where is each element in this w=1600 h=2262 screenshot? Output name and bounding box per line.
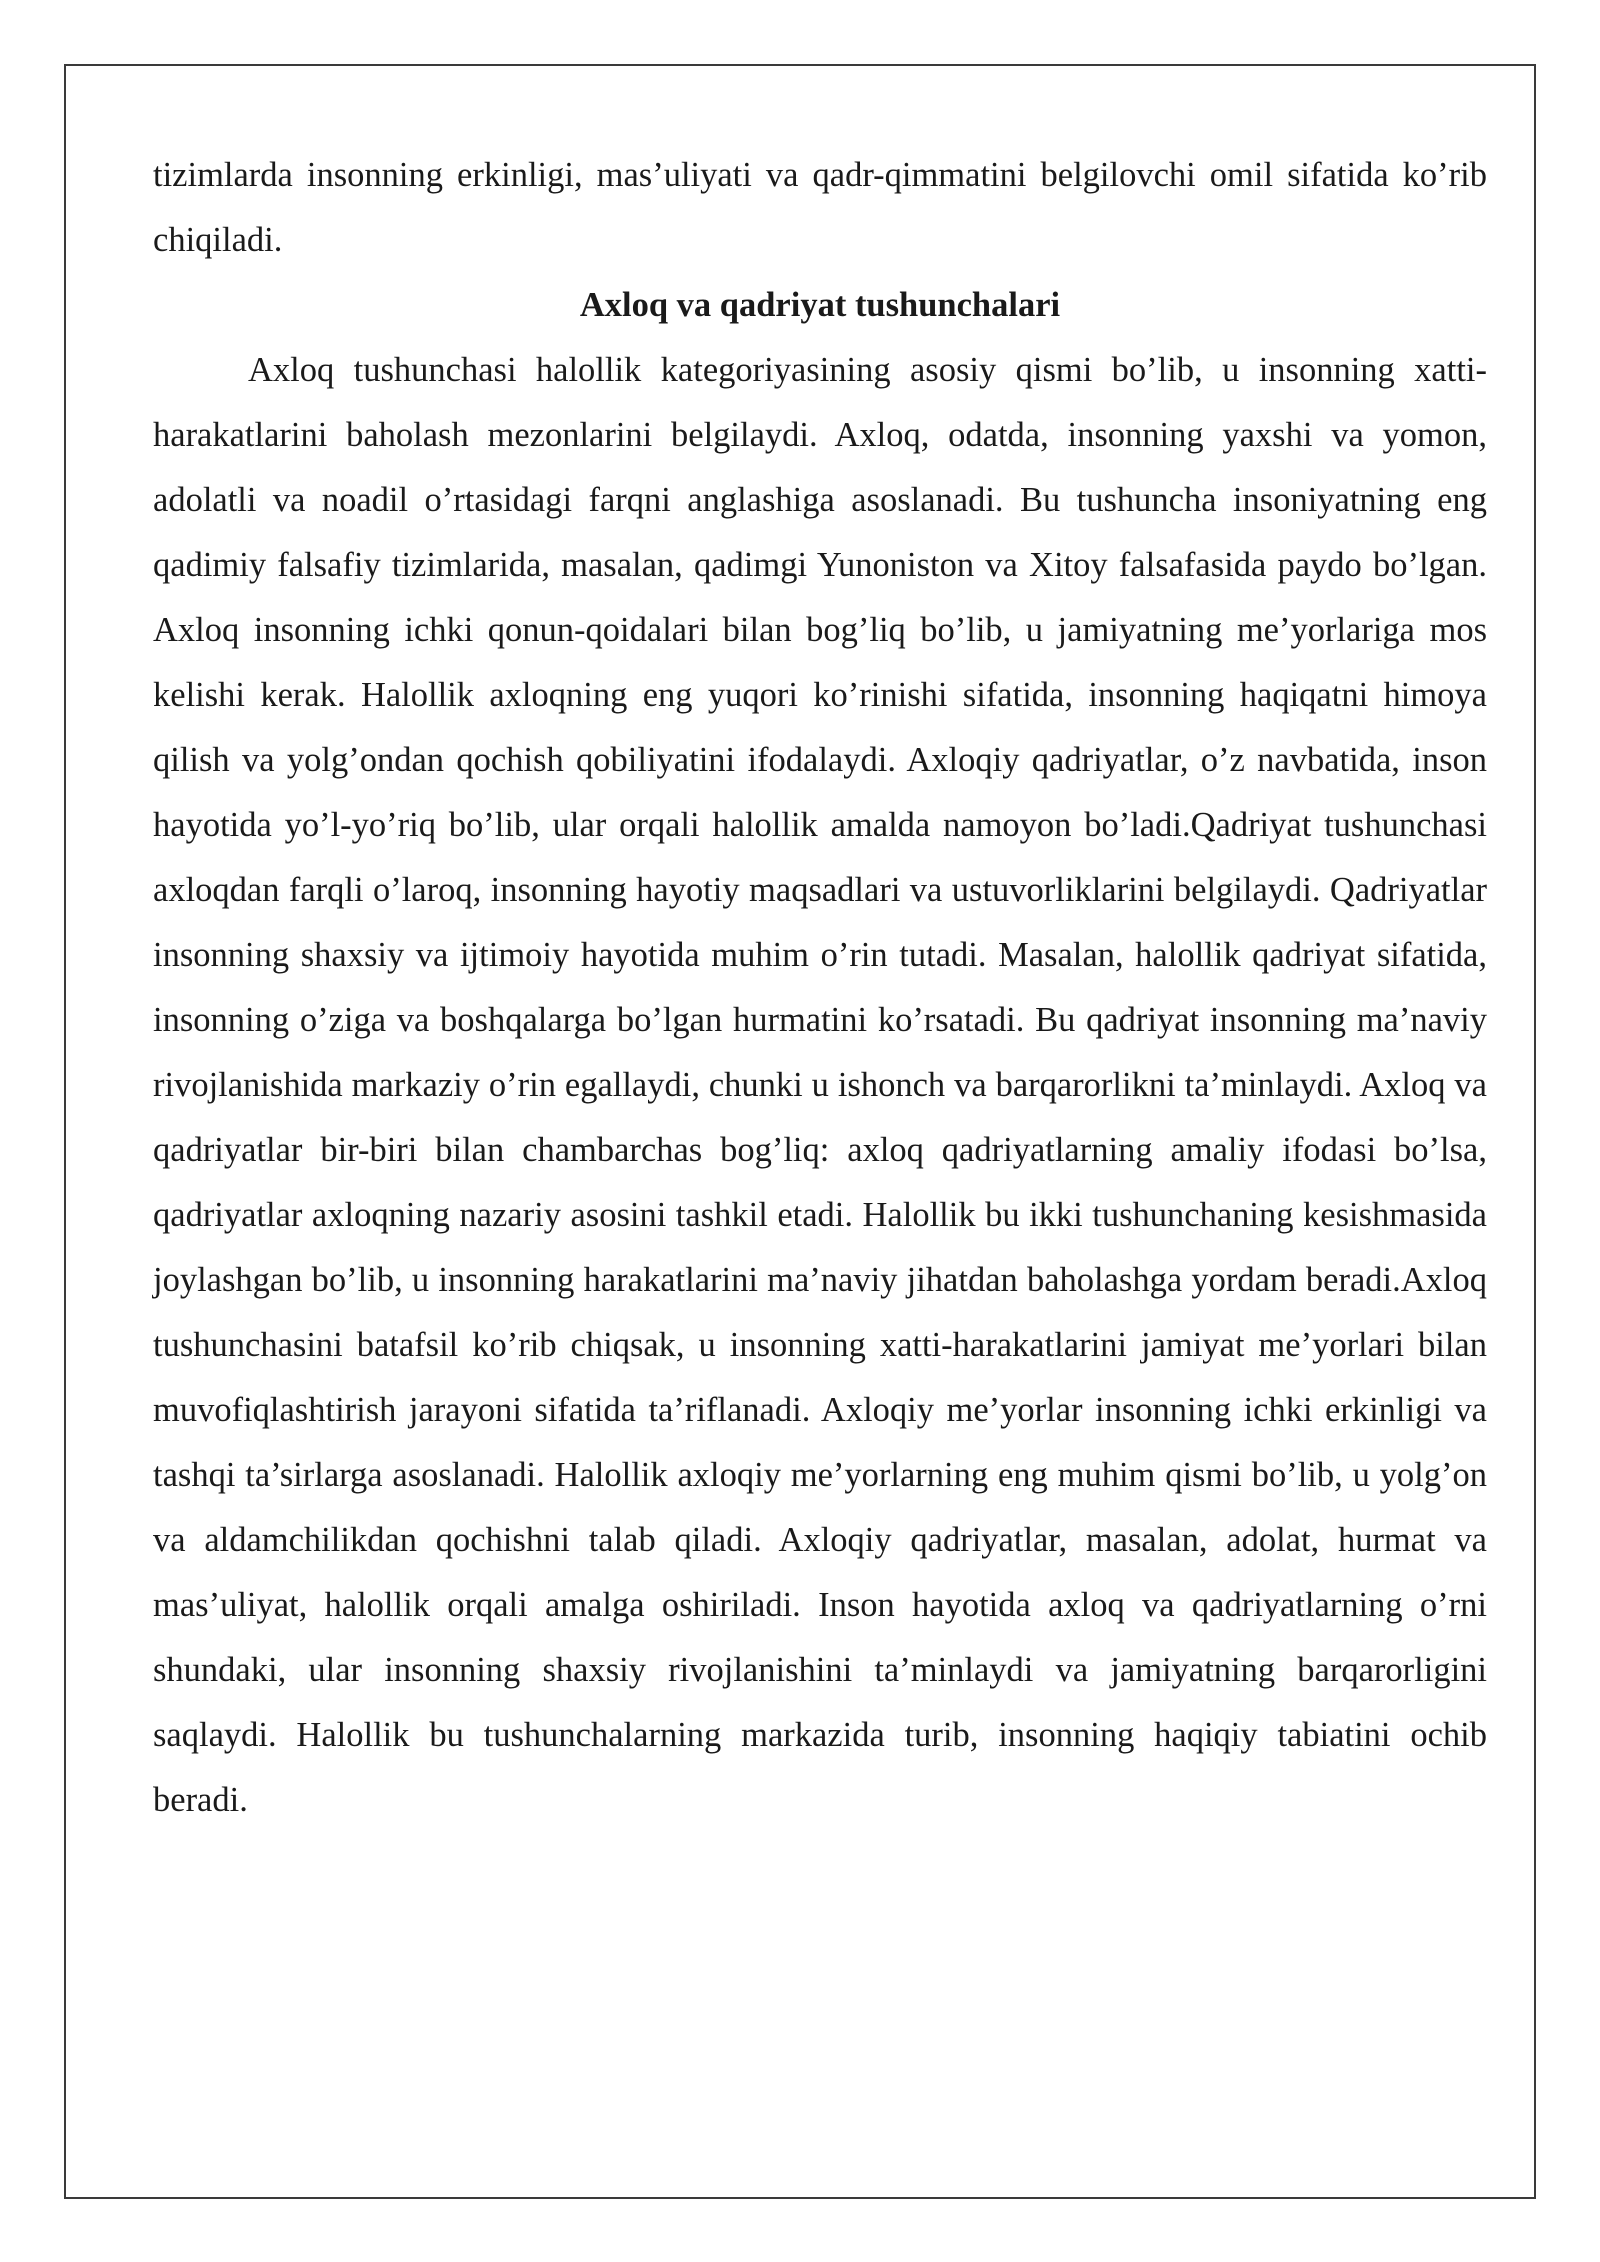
intro-paragraph: tizimlarda insonning erkinligi, mas’uliyati va qadr-qimmatini belgilovchi omil sifatida ko’rib chiqiladi. [153, 156, 1487, 259]
body-paragraph: Axloq tushunchasi halollik kategoriyasining asosiy qismi bo’lib, u insonning xatti-harakatlarini baholash mezonlarini belgilaydi. Axloq, odatda, insonning yaxshi va yomon, adolatli va noadil o’rtasidagi farqni anglashiga asoslanadi. Bu tushuncha insoniyatning eng qadimiy falsafiy tizimlarida, masalan, qadimgi Yunoniston va Xitoy falsafasida paydo bo’lgan. Axloq insonning ichki qonun-qoidalari bilan bog’liq bo’lib, u jamiyatning me’yorlariga mos kelishi kerak. Halollik axloqning eng yuqori ko’rinishi sifatida, insonning haqiqatni himoya qilish va yolg’ondan qochish qobiliyatini ifodalaydi. Axloqiy qadriyatlar, o’z navbatida, inson hayotida yo’l-yo’riq bo’lib, ular orqali halollik amalda namoyon bo’ladi.Qadriyat tushunchasi axloqdan farqli o’laroq, insonning hayotiy maqsadlari va ustuvorliklarini belgilaydi. Qadriyatlar insonning shaxsiy va ijtimoiy hayotida muhim o’rin tutadi. Masalan, halollik qadriyat sifatida, insonning o’ziga va boshqalarga bo’lgan hurmatini ko’rsatadi. Bu qadriyat insonning ma’naviy rivojlanishida markaziy o’rin egallaydi, chunki u ishonch va barqarorlikni ta’minlaydi. Axloq va qadriyatlar bir-biri bilan chambarchas bog’liq: axloq qadriyatlarning amaliy ifodasi bo’lsa, qadriyatlar axloqning nazariy asosini tashkil etadi. Halollik bu ikki tushunchaning kesishmasida joylashgan bo’lib, u insonning harakatlarini ma’naviy jihatdan baholashga yordam beradi.Axloq tushunchasini batafsil ko’rib chiqsak, u insonning xatti-harakatlarini jamiyat me’yorlari bilan muvofiqlashtirish jarayoni sifatida ta’riflanadi. Axloqiy me’yorlar insonning ichki erkinligi va tashqi ta’sirlarga asoslanadi. Halollik axloqiy me’yorlarning eng muhim qismi bo’lib, u yolg’on va aldamchilikdan qochishni talab qiladi. Axloqiy qadriyatlar, masalan, adolat, hurmat va mas’uliyat, halollik orqali amalga oshiriladi. Inson hayotida axloq va qadriyatlarning o’rni shundaki, ular insonning shaxsiy rivojlanishini ta’minlaydi va jamiyatning barqarorligini saqlaydi. Halollik bu tushunchalarning markazida turib, insonning haqiqiy tabiatini ochib beradi. [153, 351, 1487, 1819]
section-heading: Axloq va qadriyat tushunchalari [579, 286, 1061, 324]
document-body [153, 143, 1487, 1833]
